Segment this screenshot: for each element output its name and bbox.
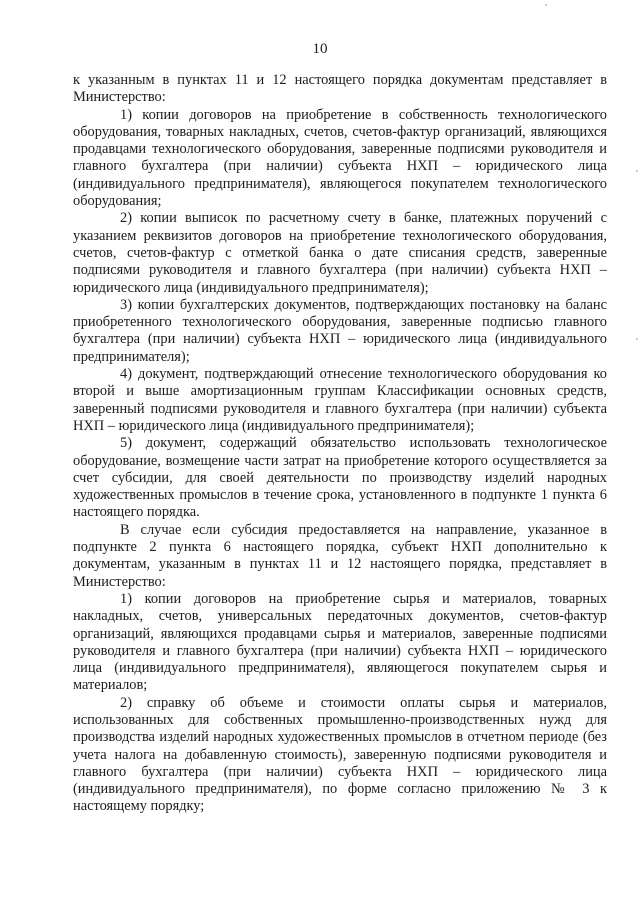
paragraph-item-3-accounting-documents: 3) копии бухгалтерских документов, подтверждающих постановку на баланс приобретенного технологического оборудования, заверенные подписью главного бухгалтера (при наличии) субъекта НХП – юридического лица (индивидуального предпринимателя); <box>73 296 607 365</box>
paragraph-item-4-depreciation-document: 4) документ, подтверждающий отнесение технологического оборудования ко второй и выше амортизационным группам Классификации основных средств, заверенный подписями руководителя и главного бухгалтера (при наличии) субъекта НХП – юридического лица (индивидуального предпринимателя); <box>73 366 607 434</box>
scan-speck <box>636 170 638 172</box>
paragraph-item-2-bank-statements: 2) копии выписок по расчетному счету в банке, платежных поручений с указанием реквизитов договоров на приобретение технологического оборудования, счетов, счетов-фактур с отметкой банка о дате списания средств, заверенные подписями руководителя и главного бухгалтера (при наличии) субъекта НХП – юридического лица (индивидуального предпринимателя); <box>73 210 607 296</box>
paragraph-continuation: к указанным в пунктах 11 и 12 настоящего порядка документам представляет в Министерство: <box>73 72 607 106</box>
paragraph-subsidy-direction-2: В случае если субсидия предоставляется на направление, указанное в подпункте 2 пункта 6 настоящего порядка, субъект НХП дополнительно к документам, указанным в пунктах 11 и 12 настоящего порядка, представляет в Министерство: <box>73 521 607 590</box>
paragraph-item-1-equipment-contracts: 1) копии договоров на приобретение в собственность технологического оборудования, товарных накладных, счетов, счетов-фактур организаций, являющихся продавцами технологического оборудования, заверенные подписями руководителя и главного бухгалтера (при наличии) субъекта НХП – юридического лица (индивидуального предпринимателя), являющегося покупателем технологического оборудования; <box>73 106 607 210</box>
scan-speck <box>636 338 638 340</box>
paragraph-item-2-raw-materials-certificate: 2) справку об объеме и стоимости оплаты сырья и материалов, использованных для собственных промышленно-производственных нужд для производства изделий народных художественных промыслов в отчетном периоде (без учета налога на добавленную стоимость), заверенную подписями руководителя и главного бухгалтера (при наличии) субъекта НХП – юридического лица (индивидуального предпринимателя), по форме согласно приложению № 3 к настоящему порядку; <box>73 694 607 815</box>
paragraph-item-5-obligation-document: 5) документ, содержащий обязательство использовать технологическое оборудование, возмещение части затрат на приобретение которого осуществляется за счет субсидии, для своей деятельности по производству изделий народных художественных промыслов в течение срока, установленного в подпункте 1 пункта 6 настоящего порядка. <box>73 435 607 521</box>
document-body <box>73 72 607 816</box>
scan-speck <box>545 4 547 6</box>
paragraph-item-1-raw-materials-contracts: 1) копии договоров на приобретение сырья и материалов, товарных накладных, счетов, универсальных передаточных документов, счетов-фактур организаций, являющихся продавцами сырья и материалов, заверенные подписями руководителя и главного бухгалтера (при наличии) субъекта НХП – юридического лица (индивидуального предпринимателя), являющегося покупателем сырья и материалов; <box>73 590 607 694</box>
page-number: 10 <box>312 41 328 57</box>
